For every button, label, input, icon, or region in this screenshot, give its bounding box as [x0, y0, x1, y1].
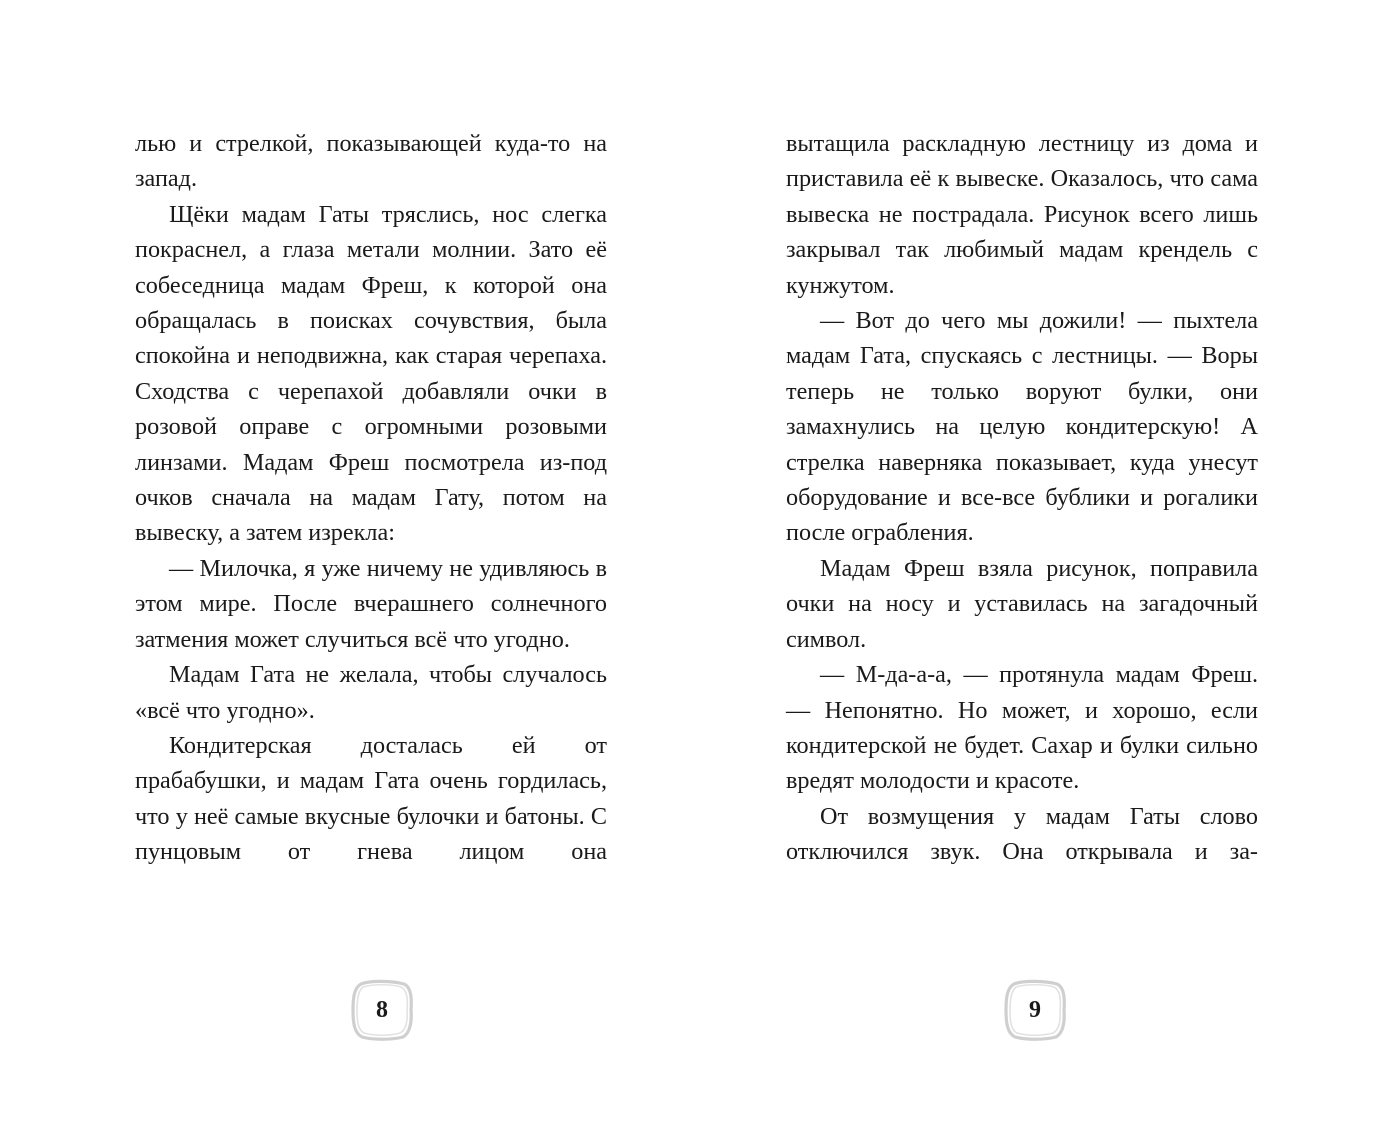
paragraph: лью и стрелкой, показывающей куда-то на запад.	[135, 130, 607, 193]
page-number-label: 8	[376, 997, 388, 1023]
paragraph: Мадам Гата не желала, чтобы случалось «всё что угодно».	[135, 661, 607, 724]
paragraph: — М-да-а-а, — протянула мадам Фреш. — Непонятно. Но может, и хорошо, если кондитерской не будет. Сахар и булки сильно вредят молодости и красоте.	[786, 661, 1258, 795]
paragraph: вытащила раскладную лестницу из дома и приставила её к вывеске. Оказалось, что сама вывеска не пострадала. Рисунок всего лишь закрывал так любимый мадам крендель с кунжутом.	[786, 130, 1258, 299]
paragraph: От возмущения у мадам Гаты слово отключился звук. Она открывала и за-	[786, 802, 1258, 866]
paragraph: — Милочка, я уже ничему не удивляюсь в этом мире. После вчерашнего солнечного затмения может случиться всё что угодно.	[135, 554, 607, 653]
paragraph: Кондитерская досталась ей от прабабушки, и мадам Гата очень гордилась, что у неё самые вкусные булочки и батоны. С пунцовым от гнева лицом она	[135, 731, 607, 866]
left-page-text	[135, 126, 607, 870]
right-page-text	[786, 126, 1258, 870]
page-number-left	[349, 978, 415, 1042]
paragraph: Щёки мадам Гаты тряслись, нос слегка покраснел, а глаза метали молнии. Зато её собеседница мадам Фреш, к которой она обращалась в поисках сочувствия, была спокойна и неподвижна, как старая черепаха. Сходства с черепахой добавляли очки в розовой оправе с огромными розовыми линзами. Мадам Фреш посмотрела из-под очков сначала на мадам Гату, потом на вывеску, а затем изрекла:	[135, 200, 607, 547]
page-number-label: 9	[1029, 997, 1041, 1023]
page-number-right	[1002, 978, 1068, 1042]
paragraph: — Вот до чего мы дожили! — пыхтела мадам Гата, спускаясь с лестницы. — Воры теперь не только воруют булки, они замахнулись на целую кондитерскую! А стрелка наверняка показывает, куда унесут оборудование и все-все бублики и рогалики после ограбления.	[786, 307, 1258, 547]
paragraph: Мадам Фреш взяла рисунок, поправила очки на носу и уставилась на загадочный символ.	[786, 554, 1258, 653]
